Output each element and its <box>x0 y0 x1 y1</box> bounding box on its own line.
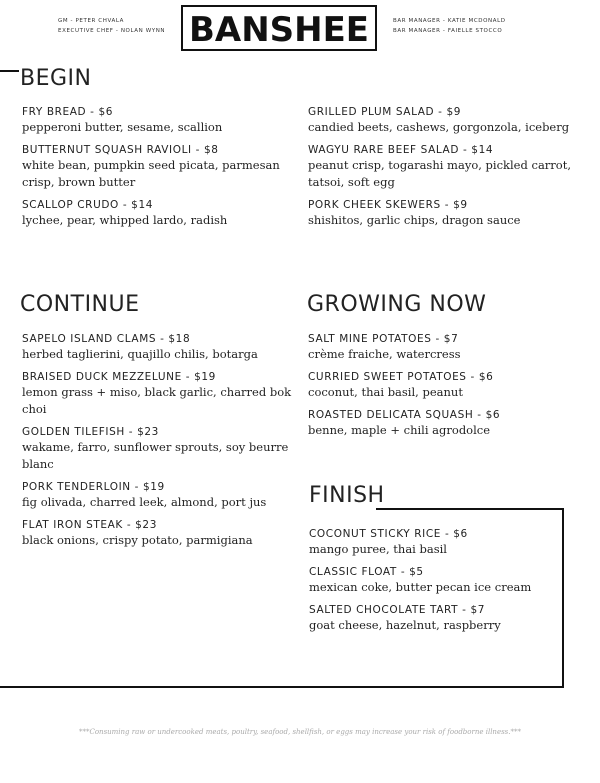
menu-item <box>22 143 292 191</box>
menu-item <box>309 527 554 558</box>
item-name: CLASSIC FLOAT <box>309 566 397 578</box>
item-price: $6 <box>485 409 501 421</box>
item-name: FLAT IRON STEAK <box>22 519 123 531</box>
begin-accent-rule <box>0 70 19 72</box>
menu-item <box>309 565 554 596</box>
menu-item <box>22 198 292 229</box>
item-price: $18 <box>168 333 191 345</box>
item-price: $6 <box>478 371 494 383</box>
section-title-growing-now: GROWING NOW <box>307 292 487 317</box>
item-heading: GRILLED PLUM SALAD - $9 <box>308 106 462 118</box>
item-name: ROASTED DELICATA SQUASH <box>308 409 474 421</box>
item-description: candied beets, cashews, gorgonzola, iceberg <box>308 120 570 134</box>
item-price: $7 <box>443 333 459 345</box>
item-description: lychee, pear, whipped lardo, radish <box>22 213 228 227</box>
continue-column <box>22 332 292 556</box>
section-title-finish: FINISH <box>309 483 385 508</box>
menu-item <box>22 518 292 549</box>
item-name: GRILLED PLUM SALAD <box>308 106 435 118</box>
item-heading: SALTED CHOCOLATE TART - $7 <box>309 604 486 616</box>
item-name: WAGYU RARE BEEF SALAD <box>308 144 460 156</box>
item-description: benne, maple + chili agrodolce <box>308 423 491 437</box>
item-heading: PORK CHEEK SKEWERS - $9 <box>308 199 468 211</box>
finish-column <box>309 527 554 641</box>
item-price: $19 <box>194 371 216 383</box>
item-price: $14 <box>131 199 154 211</box>
item-description: fig olivada, charred leek, almond, port jus <box>22 495 267 509</box>
item-heading: CLASSIC FLOAT - $5 <box>309 566 424 578</box>
item-name: SCALLOP CRUDO <box>22 199 119 211</box>
item-price: $8 <box>204 144 219 156</box>
menu-item <box>309 603 554 634</box>
item-heading: BRAISED DUCK MEZZELUNE - $19 <box>22 371 216 383</box>
section-title-continue: CONTINUE <box>20 292 140 317</box>
item-name: PORK TENDERLOIN <box>22 481 131 493</box>
item-description: lemon grass + miso, black garlic, charred bok choi <box>22 385 292 416</box>
section-title-begin: BEGIN <box>20 66 92 91</box>
banshee-logo <box>181 5 377 52</box>
menu-item <box>308 332 578 363</box>
item-price: $6 <box>98 106 114 118</box>
staff-line: BAR MANAGER - KATIE MCDONALD <box>393 18 506 24</box>
growing-now-column <box>308 332 578 446</box>
item-heading: SAPELO ISLAND CLAMS - $18 <box>22 333 191 345</box>
item-heading: ROASTED DELICATA SQUASH - $6 <box>308 409 501 421</box>
item-name: GOLDEN TILEFISH <box>22 426 125 438</box>
menu-item <box>22 480 292 511</box>
item-description: pepperoni butter, sesame, scallion <box>22 120 223 134</box>
item-name: PORK CHEEK SKEWERS <box>308 199 441 211</box>
staff-credits-left <box>58 16 165 36</box>
item-name: CURRIED SWEET POTATOES <box>308 371 467 383</box>
begin-left-column <box>22 105 292 236</box>
menu-item <box>22 332 292 363</box>
staff-line: EXECUTIVE CHEF - NOLAN WYNN <box>58 28 166 34</box>
item-name: SALT MINE POTATOES <box>308 333 432 345</box>
item-price: $23 <box>137 426 159 438</box>
item-price: $9 <box>446 106 462 118</box>
item-name: COCONUT STICKY RICE <box>309 528 442 540</box>
item-description: wakame, farro, sunflower sprouts, soy beurre blanc <box>22 440 289 471</box>
item-description: white bean, pumpkin seed picata, parmesan crisp, brown butter <box>22 158 280 189</box>
item-heading: PORK TENDERLOIN - $19 <box>22 481 165 493</box>
item-heading: SALT MINE POTATOES - $7 <box>308 333 459 345</box>
item-name: SALTED CHOCOLATE TART <box>309 604 459 616</box>
item-heading: WAGYU RARE BEEF SALAD - $14 <box>308 144 494 156</box>
item-description: goat cheese, hazelnut, raspberry <box>309 618 501 632</box>
item-price: $14 <box>471 144 494 156</box>
menu-item <box>22 425 292 473</box>
item-description: mexican coke, butter pecan ice cream <box>309 580 532 594</box>
item-description: crème fraiche, watercress <box>308 347 461 361</box>
item-heading: COCONUT STICKY RICE - $6 <box>309 528 468 540</box>
item-description: mango puree, thai basil <box>309 542 447 556</box>
frame-bottom-rule <box>0 686 564 688</box>
item-heading: GOLDEN TILEFISH - $23 <box>22 426 159 438</box>
item-price: $5 <box>409 566 424 578</box>
item-name: BUTTERNUT SQUASH RAVIOLI <box>22 144 192 156</box>
menu-item <box>22 105 292 136</box>
item-description: herbed taglierini, quajillo chilis, botarga <box>22 347 258 361</box>
item-description: shishitos, garlic chips, dragon sauce <box>308 213 521 227</box>
menu-item <box>308 198 578 229</box>
finish-frame-right <box>562 508 564 688</box>
logo-text: BANSHEE <box>189 10 369 50</box>
finish-frame-top <box>376 508 564 510</box>
item-heading: CURRIED SWEET POTATOES - $6 <box>308 371 494 383</box>
menu-item <box>22 370 292 418</box>
menu-item <box>308 370 578 401</box>
begin-right-column <box>308 105 578 236</box>
food-safety-disclaimer: ***Consuming raw or undercooked meats, poultry, seafood, shellfish, or eggs may increase your risk of foodborne illness.*** <box>78 728 521 736</box>
item-price: $7 <box>470 604 486 616</box>
item-heading: SCALLOP CRUDO - $14 <box>22 199 154 211</box>
item-name: FRY BREAD <box>22 106 87 118</box>
staff-credits-right <box>393 16 506 36</box>
staff-line: BAR MANAGER - FAIELLE STOCCO <box>393 28 503 34</box>
item-heading: BUTTERNUT SQUASH RAVIOLI - $8 <box>22 144 219 156</box>
item-price: $6 <box>453 528 468 540</box>
item-price: $23 <box>135 519 157 531</box>
item-description: black onions, crispy potato, parmigiana <box>22 533 253 547</box>
item-price: $9 <box>453 199 468 211</box>
item-price: $19 <box>143 481 165 493</box>
item-heading: FRY BREAD - $6 <box>22 106 114 118</box>
item-description: coconut, thai basil, peanut <box>308 385 463 399</box>
item-heading: FLAT IRON STEAK - $23 <box>22 519 157 531</box>
item-name: SAPELO ISLAND CLAMS <box>22 333 157 345</box>
staff-line: GM - PETER CHVALA <box>58 18 124 24</box>
menu-item <box>308 408 578 439</box>
item-description: peanut crisp, togarashi mayo, pickled carrot, tatsoi, soft egg <box>308 158 571 189</box>
menu-item <box>308 143 578 191</box>
item-name: BRAISED DUCK MEZZELUNE <box>22 371 182 383</box>
menu-item <box>308 105 578 136</box>
